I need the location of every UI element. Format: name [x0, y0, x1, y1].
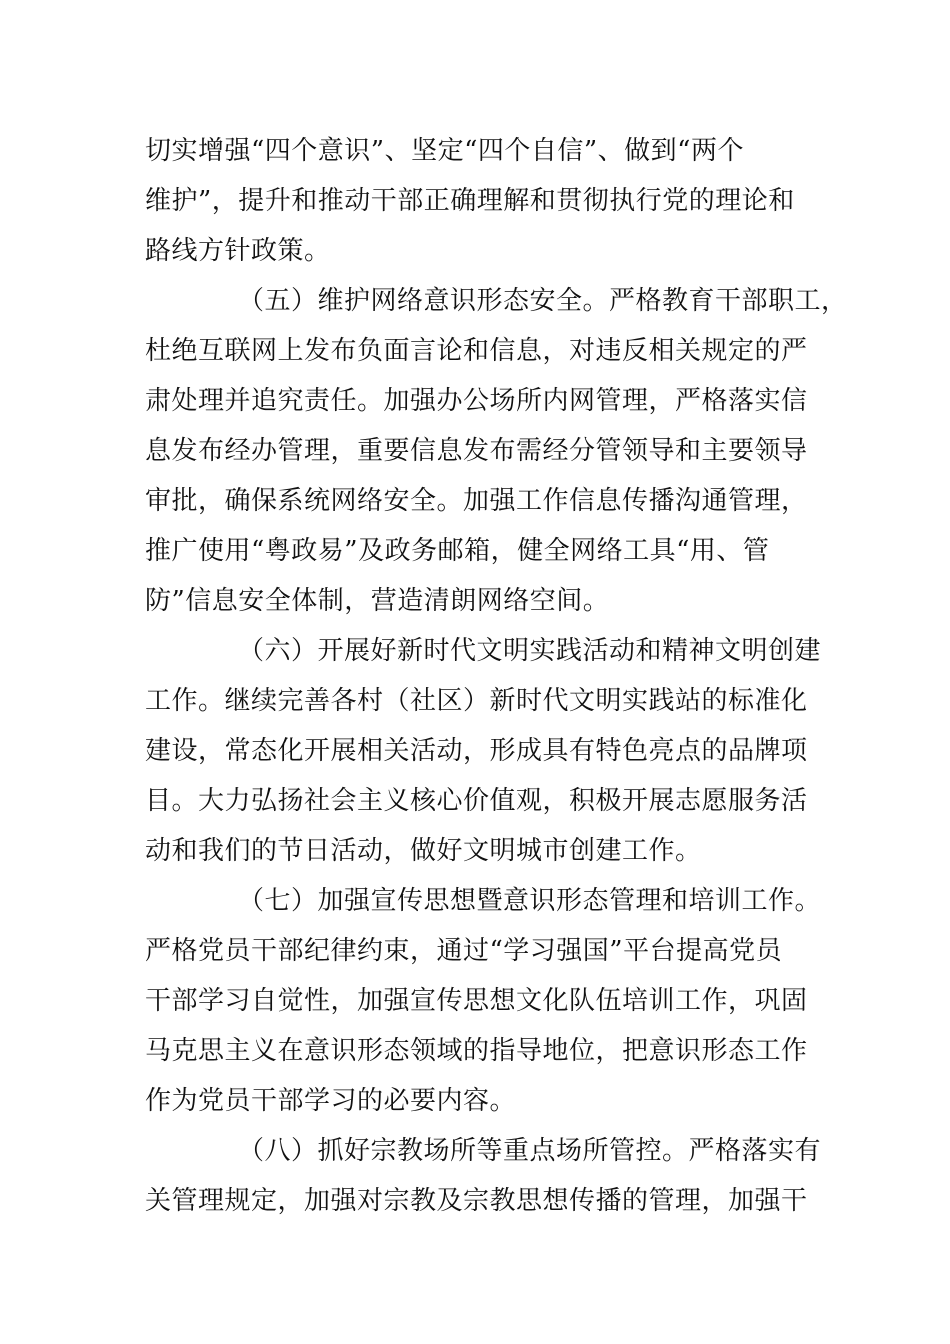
body-text-line: 干部学习自觉性，加强宣传思想文化队伍培训工作，巩固	[145, 986, 808, 1016]
body-text-line: 息发布经办管理，重要信息发布需经分管领导和主要领导	[145, 436, 808, 466]
body-text-line: 工作。继续完善各村（社区）新时代文明实践站的标准化	[145, 686, 808, 716]
section-heading-5: （五）维护网络意识形态安全。严格教育干部职工，	[238, 286, 848, 316]
body-text-line: 防”信息安全体制，营造清朗网络空间。	[145, 586, 610, 616]
body-text-line: 目。大力弘扬社会主义核心价值观，积极开展志愿服务活	[145, 786, 808, 816]
section-heading-7: （七）加强宣传思想暨意识形态管理和培训工作。	[238, 886, 822, 916]
section-heading-8: （八）抓好宗教场所等重点场所管控。严格落实有	[238, 1136, 822, 1166]
body-text-line: 肃处理并追究责任。加强办公场所内网管理，严格落实信	[145, 386, 808, 416]
body-text-line: 推广使用“粤政易”及政务邮箱，健全网络工具“用、管	[145, 536, 770, 566]
body-text-line: 马克思主义在意识形态领域的指导地位，把意识形态工作	[145, 1036, 808, 1066]
body-text-line: 审批，确保系统网络安全。加强工作信息传播沟通管理，	[145, 486, 808, 516]
body-text-line: 严格党员干部纪律约束，通过“学习强国”平台提高党员	[145, 936, 783, 966]
body-text-line: 关管理规定，加强对宗教及宗教思想传播的管理，加强干	[145, 1186, 808, 1216]
body-text-line: 杜绝互联网上发布负面言论和信息，对违反相关规定的严	[145, 336, 808, 366]
body-text-line: 维护”，提升和推动干部正确理解和贯彻执行党的理论和	[145, 186, 795, 216]
body-text-line: 路线方针政策。	[145, 236, 331, 266]
body-text-line: 作为党员干部学习的必要内容。	[145, 1086, 517, 1116]
body-text-line: 建设，常态化开展相关活动，形成具有特色亮点的品牌项	[145, 736, 808, 766]
body-text-line: 切实增强“四个意识”、坚定“四个自信”、做到“两个	[145, 136, 744, 166]
section-heading-6: （六）开展好新时代文明实践活动和精神文明创建	[238, 636, 822, 666]
body-text-line: 动和我们的节日活动，做好文明城市创建工作。	[145, 836, 702, 866]
